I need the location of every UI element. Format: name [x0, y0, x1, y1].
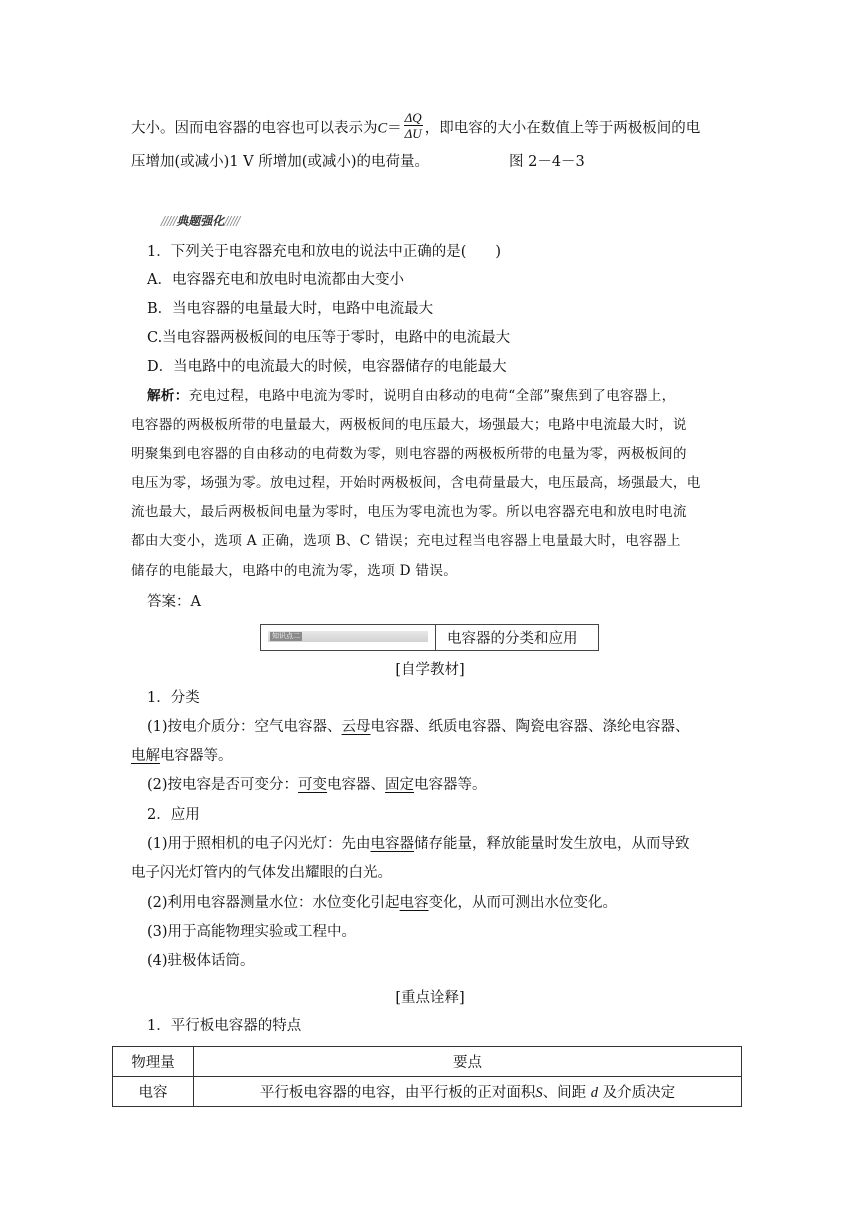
class-item2-end: 电容器等。 — [414, 777, 487, 793]
banner-tag-cell — [261, 625, 436, 650]
class-item1-mid: 电容器、纸质电容器、陶瓷电容器、涤纶电容器、 — [370, 719, 690, 735]
var-d: d — [590, 1085, 598, 1101]
underlined-term-fixed: 固定 — [385, 777, 415, 793]
parallel-plate-heading: 1．平行板电容器的特点 — [147, 1018, 302, 1034]
classification-heading: 1．分类 — [147, 690, 200, 706]
intro-line-2 — [131, 152, 429, 172]
formula-fraction — [404, 110, 423, 141]
intro-text-before: 大小。因而电容器的电容也可以表示为 — [131, 120, 378, 137]
intro-text-line2: 压增加(或减小)1 V 所增加(或减小)的电荷量。 — [131, 154, 430, 170]
answer — [147, 592, 201, 612]
fraction-denominator: ΔU — [404, 126, 422, 141]
key-points-header: [重点诠释] — [395, 990, 465, 1006]
explanation-text-1: 充电过程，电路中电流为零时，说明自由移动的电荷“全部”聚焦到了电容器上， — [188, 388, 676, 404]
underlined-term-capacitor: 电容器 — [370, 836, 415, 852]
banner-title: 电容器的分类和应用 — [447, 631, 578, 647]
section-marker: /////典题强化///// — [161, 214, 240, 228]
intro-line-1 — [131, 110, 701, 144]
option-a: A．电容器充电和放电时电流都由大变小 — [147, 272, 404, 288]
formula-variable: C — [377, 120, 388, 137]
option-d: D．当电路中的电流最大的时候，电容器储存的电能最大 — [147, 359, 507, 375]
table-row — [113, 1077, 742, 1107]
fraction-numerator: ΔQ — [404, 110, 422, 125]
application-heading: 2．应用 — [147, 807, 200, 823]
table-header-row — [113, 1047, 742, 1077]
explanation-label: 解析： — [147, 388, 189, 404]
intro-text-after: ，即电容的大小在数值上等于两极板间的电 — [424, 120, 701, 137]
question-stem: 1．下列关于电容器充电和放电的说法中正确的是( ) — [147, 244, 502, 260]
class-item1-prefix: (1)按电介质分：空气电容器、 — [147, 719, 342, 735]
section-marker-text: 典题强化 — [176, 214, 225, 228]
application-item-3: (3)用于高能物理实验或工程中。 — [147, 924, 357, 940]
application-item-4: (4)驻极体话筒。 — [147, 953, 255, 969]
var-s: S — [535, 1085, 543, 1101]
underlined-term-variable: 可变 — [298, 777, 328, 793]
underlined-term-electrolytic: 电解 — [131, 748, 160, 764]
table-header-quantity: 物理量 — [113, 1047, 194, 1077]
class-item1-end: 电容器等。 — [160, 748, 233, 764]
application-item-2 — [147, 893, 617, 913]
knowledge-tag: 知识点二 — [272, 632, 300, 640]
table-cell-quantity: 电容 — [113, 1077, 194, 1107]
underlined-term-mica: 云母 — [341, 719, 371, 735]
explanation-line-7: 储存的电能最大，电路中的电流为零，选项 D 错误。 — [131, 563, 458, 579]
app-item2-rest: 变化，从而可测出水位变化。 — [428, 895, 618, 911]
class-item2-mid: 电容器、 — [327, 777, 386, 793]
formula-equals: ＝ — [387, 120, 402, 137]
explanation-line-2: 电容器的两极板所带的电量最大，两极板间的电压最大，场强最大；电路中电流最大时，说 — [131, 417, 687, 433]
classification-item-2 — [147, 775, 487, 795]
class-item2-prefix: (2)按电容是否可变分： — [147, 777, 299, 793]
explanation-line-6: 都由大变小，选项 A 正确，选项 B、C 错误；充电过程当电容器上电量最大时，电容器上 — [131, 533, 681, 549]
application-item-1-cont: 电子闪光灯管内的气体发出耀眼的白光。 — [131, 865, 392, 881]
app-item1-prefix: (1)用于照相机的电子闪光灯：先由 — [147, 836, 371, 852]
figure-label: 图 2－4－3 — [509, 154, 585, 170]
row-desc-a: 平行板电容器的电容，由平行板的正对面积 — [259, 1085, 536, 1101]
app-item2-prefix: (2)利用电容器测量水位：水位变化引起 — [147, 895, 400, 911]
explanation-line-5: 流也最大，最后两极板间电量为零时，电压为零电流也为零。所以电容器充电和放电时电流 — [131, 504, 687, 520]
explanation-line-3: 明聚集到电容器的自由移动的电荷数为零，则电容器的两极板所带的电量为零，两极板间的 — [131, 446, 687, 462]
answer-text: 答案：A — [147, 594, 201, 610]
explanation-line-4: 电压为零，场强为零。放电过程，开始时两极板间，含电荷量最大，电压最高，场强最大，电 — [131, 475, 701, 491]
option-c: C.当电容器两极板间的电压等于零时，电路中的电流最大 — [147, 330, 511, 346]
application-item-1 — [147, 834, 690, 854]
row-desc-b: 、间距 — [542, 1085, 587, 1101]
table-header-points: 要点 — [194, 1047, 742, 1077]
classification-item-1-cont — [131, 746, 233, 766]
knowledge-banner — [260, 624, 599, 651]
underlined-term-capacitance: 电容 — [399, 895, 429, 911]
self-study-header: [自学教材] — [395, 662, 465, 678]
option-b: B．当电容器的电量最大时，电路中电流最大 — [147, 301, 434, 317]
parallel-plate-table — [112, 1046, 742, 1107]
row-desc-c: 及介质决定 — [602, 1085, 676, 1101]
table-cell-points — [194, 1077, 742, 1107]
explanation-line-1 — [147, 386, 676, 406]
app-item1-rest: 储存能量，释放能量时发生放电，从而导致 — [414, 836, 690, 852]
classification-item-1 — [147, 717, 690, 737]
